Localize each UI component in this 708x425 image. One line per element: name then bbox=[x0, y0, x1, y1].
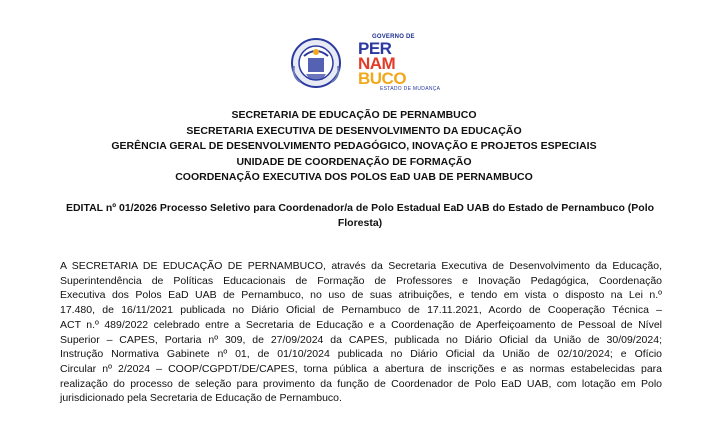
body-line: Circular nº 2/2024 – COOP/CGPDT/DE/CAPES, torna pública a abertura de inscrições e as normas estabelecidas para bbox=[60, 362, 662, 375]
body-line: realização do processo de seleção para provimento da função de Coordenador de Polo EaD UAB, com lotação em Polo bbox=[60, 377, 662, 390]
body-paragraph bbox=[60, 259, 662, 406]
header-logos bbox=[284, 34, 444, 94]
edital-title-line-1: EDITAL nº 01/2026 Processo Seletivo para Coordenador/a de Polo Estadual EaD UAB do Estado de Pernambuco (Polo bbox=[65, 202, 655, 214]
body-line: Executiva dos Polos EaD UAB de Pernambuco, no uso de suas atribuições, e tendo em vista o disposto na Lei n.º bbox=[60, 289, 662, 302]
heading-secretaria: SECRETARIA DE EDUCAÇÃO DE PERNAMBUCO bbox=[231, 109, 477, 121]
body-line: Superior – CAPES, Portaria nº 309, de 27/09/2024 da CAPES, publicada no Diário Oficial da União de 30/09/2024; bbox=[60, 333, 662, 346]
body-line: ACT n.º 489/2022 celebrado entre a Secretaria de Educação e a Coordenação de Aperfeiçoamento de Pessoal de Nível bbox=[60, 318, 662, 331]
state-seal-icon bbox=[290, 36, 342, 90]
body-line: 17.480, de 16/11/2021 publicada no Diário Oficial de Pernambuco de 17.11.2021, Acordo de Cooperação Técnica – bbox=[60, 304, 662, 317]
heading-unidade: UNIDADE DE COORDENAÇÃO DE FORMAÇÃO bbox=[236, 155, 472, 168]
logo-line-2: NAM bbox=[358, 54, 396, 73]
body-line: A SECRETARIA DE EDUCAÇÃO DE PERNAMBUCO, através da Secretaria Executiva de Desenvolvimento da Educação, bbox=[60, 260, 662, 272]
edital-title-line-2: Floresta) bbox=[337, 217, 383, 229]
body-line: Instrução Normativa Gabinete nº 01, de 01/10/2024 publicada no Diário Oficial da União de 02/10/2024; e Ofício bbox=[60, 348, 662, 361]
logo-line-1: PER bbox=[358, 39, 392, 58]
body-line: jurisdicionado pela Secretaria de Educação de Pernambuco. bbox=[60, 392, 342, 405]
pernambuco-logo bbox=[350, 34, 440, 94]
heading-coordenacao: COORDENAÇÃO EXECUTIVA DOS POLOS EaD UAB DE PERNAMBUCO bbox=[175, 171, 533, 183]
institution-headings bbox=[0, 108, 708, 186]
logo-governo-label: GOVERNO DE bbox=[372, 34, 415, 40]
body-line: Superintendência de Políticas Educacionais de Formação de Professores e Inovação Pedagógica, Coordenação bbox=[60, 274, 662, 287]
logo-line-3: BUCO bbox=[358, 69, 407, 88]
edital-title bbox=[60, 201, 660, 231]
logo-tagline: ESTADO DE MUDANÇA bbox=[380, 86, 441, 92]
heading-gerencia: GERÊNCIA GERAL DE DESENVOLVIMENTO PEDAGÓGICO, INOVAÇÃO E PROJETOS ESPECIAIS bbox=[111, 140, 597, 152]
heading-secretaria-executiva: SECRETARIA EXECUTIVA DE DESENVOLVIMENTO DA EDUCAÇÃO bbox=[186, 124, 522, 137]
